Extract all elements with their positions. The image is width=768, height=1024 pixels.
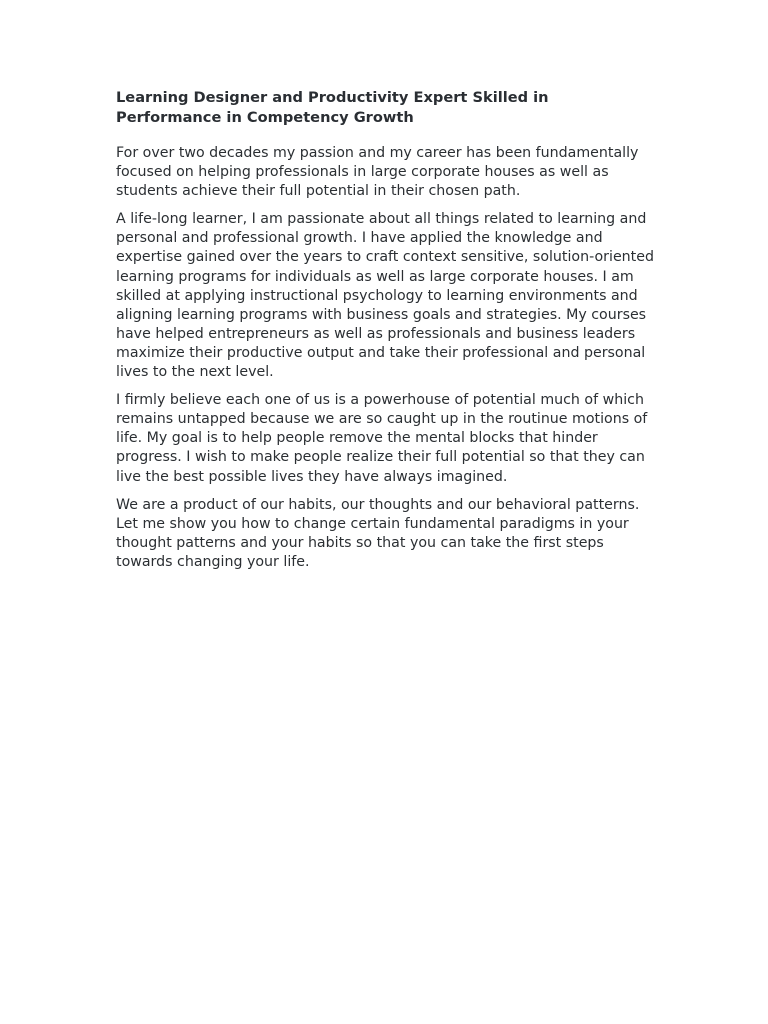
document-content <box>116 88 656 581</box>
paragraph-1: For over two decades my passion and my career has been fundamentally focused on helping professionals in large corporate houses as well as students achieve their full potential in their chosen path. <box>116 145 639 200</box>
paragraph-4: We are a product of our habits, our thoughts and our behavioral patterns. Let me show you how to change certain fundamental paradigms in your thought patterns and your habits so that you can take the first steps towards changing your life. <box>116 496 640 570</box>
document-title: Learning Designer and Productivity Expert Skilled in Performance in Competency Growth <box>116 89 549 126</box>
paragraph-3: I firmly believe each one of us is a powerhouse of potential much of which remains untapped because we are so caught up in the routinue motions of life. My goal is to help people remove the mental blocks that hinder progress. I wish to make people realize their full potential so that they can live the best possible lives they have always imagined. <box>116 392 648 485</box>
paragraph-2: A life-long learner, I am passionate about all things related to learning and personal and professional growth. I have applied the knowledge and expertise gained over the years to craft context sensitive, solution-oriented learning programs for individuals as well as large corporate houses. I am skilled at applying instructional psychology to learning environments and aligning learning programs with business goals and strategies. My courses have helped entrepreneurs as well as professionals and business leaders maximize their productive output and take their professional and personal lives to the next level. <box>116 211 654 381</box>
